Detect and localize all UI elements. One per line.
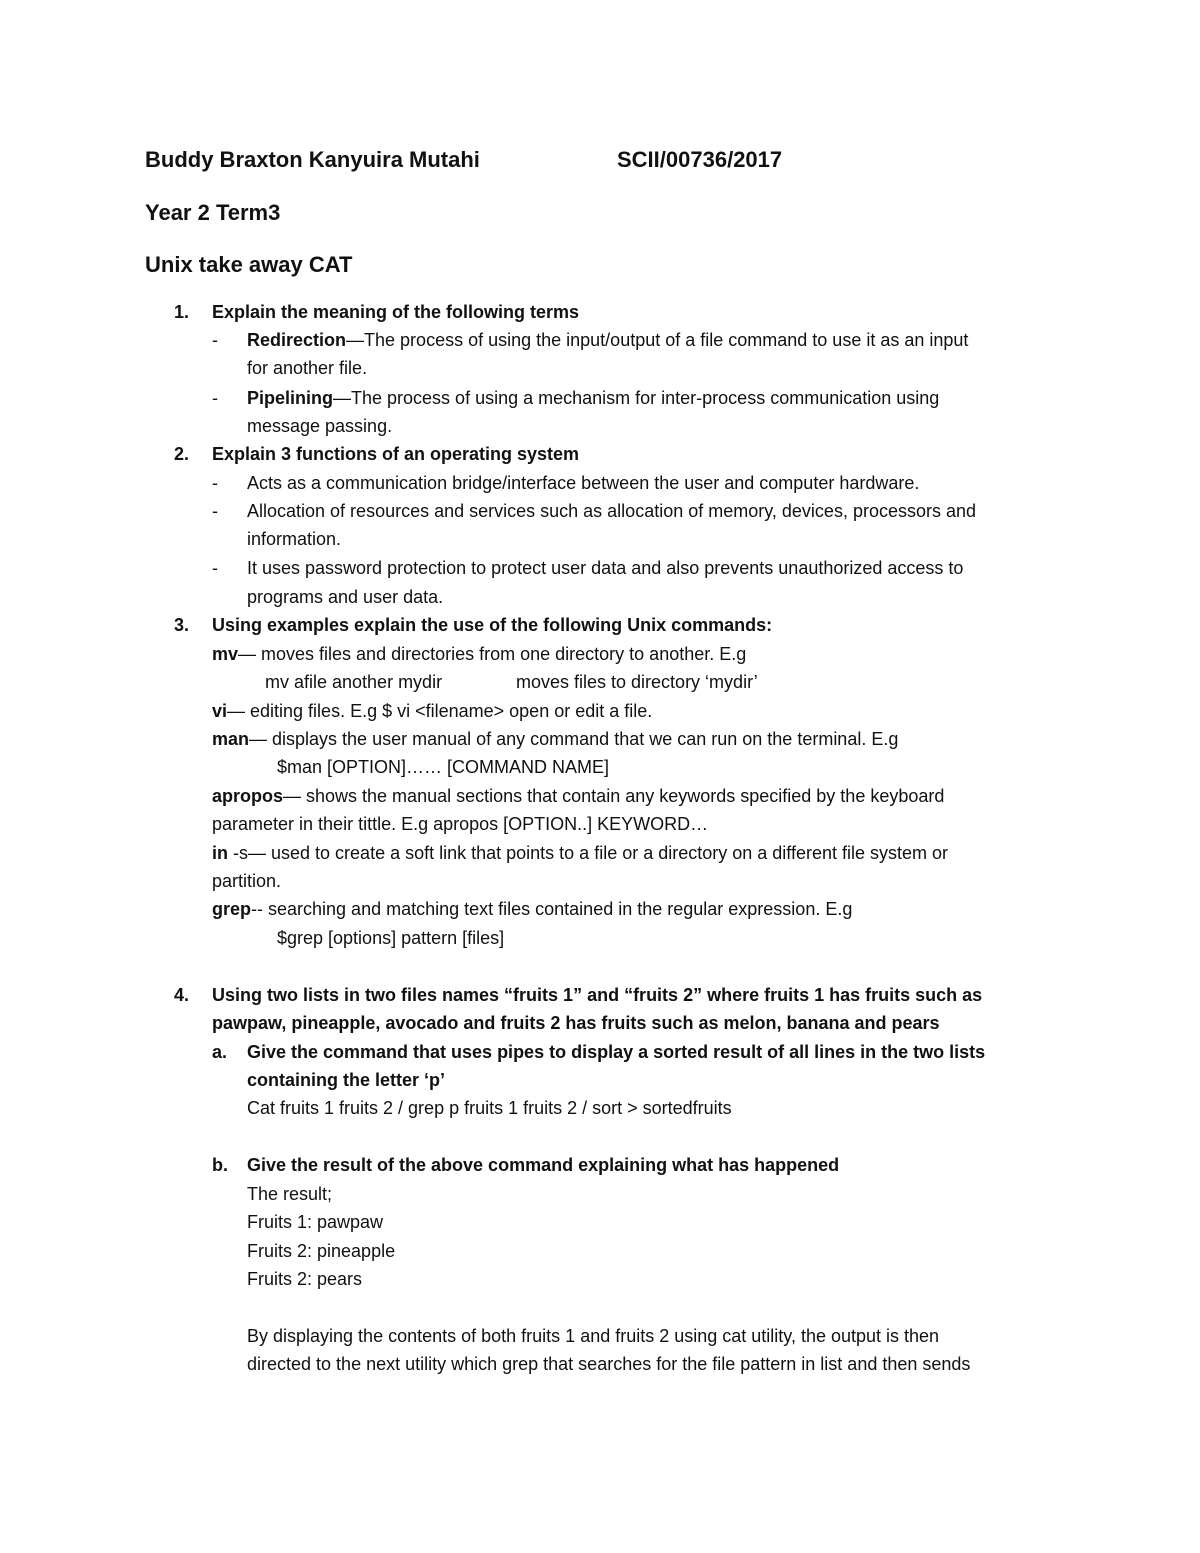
man-line xyxy=(212,727,898,751)
q1-item1-line1 xyxy=(247,328,968,352)
q4b-explain-line1: By displaying the contents of both fruits 1 and fruits 2 using cat utility, the output is then xyxy=(247,1326,940,1346)
q2-number: 2. xyxy=(174,444,190,464)
document-title: Unix take away CAT xyxy=(145,252,353,277)
mv-line xyxy=(212,642,746,666)
q2-item3-line2: programs and user data. xyxy=(247,587,444,607)
mv-example-cmd: mv afile another mydir xyxy=(265,672,443,692)
q1-item2-dash: - xyxy=(212,388,218,408)
q4-question-line1: Using two lists in two files names “fruits 1” and “fruits 2” where fruits 1 has fruits such as xyxy=(212,985,983,1005)
q4b-label: b. xyxy=(212,1155,228,1175)
q3-question: Using examples explain the use of the following Unix commands: xyxy=(212,615,773,635)
ln-desc: — used to create a soft link that points to a file or a directory on a different file system or xyxy=(248,843,949,863)
q1-number: 1. xyxy=(174,302,190,322)
q2-item1-dash: - xyxy=(212,473,218,493)
q1-item2-line2: message passing. xyxy=(247,416,393,436)
grep-desc: -- searching and matching text files contained in the regular expression. E.g xyxy=(251,899,853,919)
q4-question-line2: pawpaw, pineapple, avocado and fruits 2 has fruits such as melon, banana and pears xyxy=(212,1013,940,1033)
student-name: Buddy Braxton Kanyuira Mutahi xyxy=(145,147,480,172)
q1-question: Explain the meaning of the following terms xyxy=(212,302,580,322)
registration-number: SCII/00736/2017 xyxy=(617,147,783,172)
year-term: Year 2 Term3 xyxy=(145,200,281,225)
ln-line2: partition. xyxy=(212,871,282,891)
q4b-result-2: Fruits 2: pineapple xyxy=(247,1241,396,1261)
q2-question: Explain 3 functions of an operating system xyxy=(212,444,580,464)
q4a-label: a. xyxy=(212,1042,228,1062)
man-cmd: man xyxy=(212,729,250,749)
q4b-result-1: Fruits 1: pawpaw xyxy=(247,1212,384,1232)
term-pipelining: Pipelining xyxy=(247,388,334,408)
q1-item1-line2: for another file. xyxy=(247,358,368,378)
grep-example: $grep [options] pattern [files] xyxy=(277,928,505,948)
ln-cmd: in xyxy=(212,843,228,863)
q2-item2-line2: information. xyxy=(247,529,342,549)
vi-desc: — editing files. E.g $ vi <filename> open or edit a file. xyxy=(227,701,653,721)
q4-number: 4. xyxy=(174,985,190,1005)
ln-flag: -s xyxy=(228,843,248,863)
apropos-line2: parameter in their tittle. E.g apropos [OPTION..] KEYWORD… xyxy=(212,814,709,834)
mv-desc: — moves files and directories from one directory to another. E.g xyxy=(238,644,747,664)
q4b-question: Give the result of the above command explaining what has happened xyxy=(247,1155,840,1175)
term-redirection: Redirection xyxy=(247,330,347,350)
apropos-cmd: apropos xyxy=(212,786,284,806)
ln-line1 xyxy=(212,841,948,865)
q4b-result-label: The result; xyxy=(247,1184,333,1204)
q4a-question-line2: containing the letter ‘p’ xyxy=(247,1070,446,1090)
q2-item1-line1: Acts as a communication bridge/interface between the user and computer hardware. xyxy=(247,473,920,493)
vi-line xyxy=(212,699,652,723)
def-pipelining: —The process of using a mechanism for inter-process communication using xyxy=(333,388,940,408)
q3-number: 3. xyxy=(174,615,190,635)
q4b-result-3: Fruits 2: pears xyxy=(247,1269,363,1289)
q1-item1-dash: - xyxy=(212,330,218,350)
q2-item2-line1: Allocation of resources and services such as allocation of memory, devices, processors and xyxy=(247,501,977,521)
vi-cmd: vi xyxy=(212,701,228,721)
grep-line xyxy=(212,897,852,921)
man-example: $man [OPTION]…… [COMMAND NAME] xyxy=(277,757,610,777)
grep-cmd: grep xyxy=(212,899,252,919)
mv-example-desc: moves files to directory ‘mydir’ xyxy=(516,672,758,692)
q2-item3-dash: - xyxy=(212,558,218,578)
q2-item3-line1: It uses password protection to protect user data and also prevents unauthorized access to xyxy=(247,558,964,578)
q4a-question-line1: Give the command that uses pipes to display a sorted result of all lines in the two lists xyxy=(247,1042,986,1062)
mv-cmd: mv xyxy=(212,644,239,664)
q2-item2-dash: - xyxy=(212,501,218,521)
man-desc: — displays the user manual of any command that we can run on the terminal. E.g xyxy=(249,729,899,749)
q1-item2-line1 xyxy=(247,386,939,410)
apropos-desc: — shows the manual sections that contain any keywords specified by the keyboard xyxy=(283,786,945,806)
q4a-answer: Cat fruits 1 fruits 2 / grep p fruits 1 fruits 2 / sort > sortedfruits xyxy=(247,1098,732,1118)
q4b-explain-line2: directed to the next utility which grep that searches for the file pattern in list and then sends xyxy=(247,1354,971,1374)
apropos-line1 xyxy=(212,784,944,808)
def-redirection: —The process of using the input/output of a file command to use it as an input xyxy=(346,330,969,350)
